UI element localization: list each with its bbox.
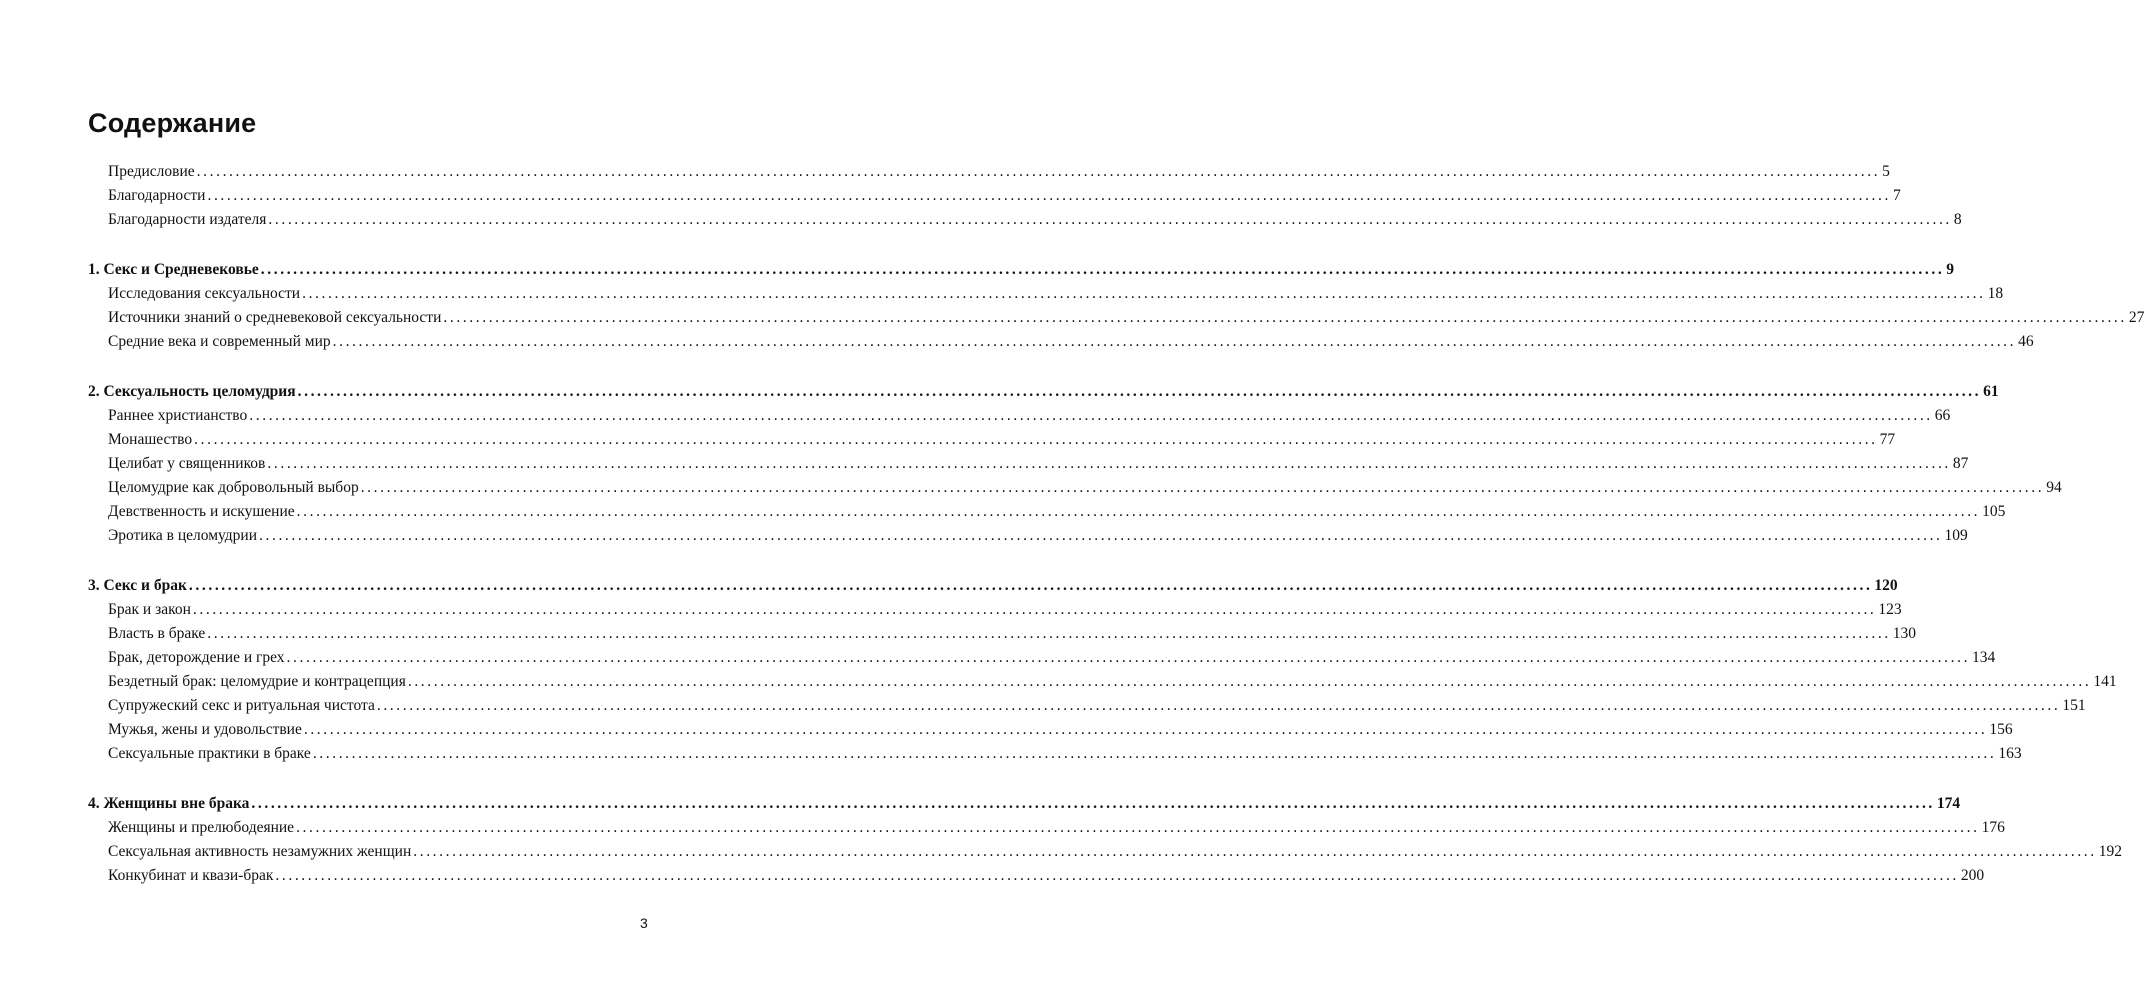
toc-entry-page: 18 — [1987, 285, 2004, 302]
toc-entry-page: 174 — [1936, 795, 1961, 812]
toc-entry-page: 46 — [2018, 333, 2034, 350]
toc-entry-label: Конкубинат и квази-брак — [108, 867, 274, 884]
toc-entry — [108, 624, 1917, 644]
toc-entry-label: Власть в браке — [108, 625, 206, 642]
dot-leader: .................................................................................................................................................................................................................................................................... — [413, 843, 2097, 860]
dot-leader: .................................................................................................................................................................................................................................................................... — [260, 261, 1945, 278]
dot-leader: .................................................................................................................................................................................................................................................................... — [296, 503, 1981, 520]
dot-leader: .................................................................................................................................................................................................................................................................... — [297, 383, 1982, 400]
toc-entry-page: 27 — [2128, 309, 2144, 326]
toc-entry-page: 105 — [1982, 503, 2006, 520]
toc-chapter-entry — [88, 260, 1955, 280]
toc-entry-page: 94 — [2046, 479, 2062, 496]
toc-entry — [108, 406, 1951, 426]
toc-entry-page: 7 — [1892, 187, 1901, 204]
toc-entry — [108, 332, 2034, 352]
dot-leader: .................................................................................................................................................................................................................................................................... — [286, 649, 1971, 666]
toc-entry-label: 2. Сексуальность целомудрия — [88, 383, 296, 400]
toc-entry-label: Девственность и искушение — [108, 503, 295, 520]
toc-entry — [108, 744, 2022, 764]
toc-entry — [108, 284, 2004, 304]
toc-entry — [108, 186, 1901, 206]
dot-leader: .................................................................................................................................................................................................................................................................... — [312, 745, 1997, 762]
toc-entry-label: Предисловие — [108, 163, 195, 180]
toc-entry-label: Монашество — [108, 431, 193, 448]
page-title: Содержание — [88, 108, 257, 138]
toc-entry-label: Бездетный брак: целомудрие и контрацепция — [108, 673, 406, 690]
toc-entry-page: 156 — [1989, 721, 2013, 738]
toc-entry-label: 1. Секс и Средневековье — [88, 261, 259, 278]
toc-entry — [108, 502, 2006, 522]
dot-leader: .................................................................................................................................................................................................................................................................... — [196, 163, 1881, 180]
toc-entry — [108, 162, 1890, 182]
dot-leader: .................................................................................................................................................................................................................................................................... — [407, 673, 2092, 690]
toc-entry-page: 192 — [2098, 843, 2122, 860]
toc-entry-page: 120 — [1874, 577, 1898, 594]
dot-leader: .................................................................................................................................................................................................................................................................... — [207, 187, 1891, 204]
toc-entry-page: 163 — [1998, 745, 2022, 762]
dot-leader: .................................................................................................................................................................................................................................................................... — [296, 819, 1980, 836]
toc-entry-page: 151 — [2062, 697, 2086, 714]
toc-entry — [108, 866, 1985, 886]
toc-chapter-entry — [88, 794, 1961, 814]
toc-entry — [108, 818, 2005, 838]
dot-leader: .................................................................................................................................................................................................................................................................... — [259, 527, 1943, 544]
toc-entry-page: 66 — [1934, 407, 1951, 424]
dot-leader: .................................................................................................................................................................................................................................................................... — [376, 697, 2061, 714]
toc-entry-label: Источники знаний о средневековой сексуальности — [108, 309, 442, 326]
toc-entry-page: 123 — [1878, 601, 1902, 618]
toc-entry-label: Благодарности — [108, 187, 206, 204]
toc-chapter-entry — [88, 576, 1898, 596]
dot-leader: .................................................................................................................................................................................................................................................................... — [443, 309, 2127, 326]
dot-leader: .................................................................................................................................................................................................................................................................... — [188, 577, 1873, 594]
dot-leader: .................................................................................................................................................................................................................................................................... — [249, 407, 1933, 424]
toc-entry — [108, 696, 2086, 716]
toc-entry — [108, 210, 1962, 230]
toc-entry-page: 134 — [1972, 649, 1996, 666]
dot-leader: .................................................................................................................................................................................................................................................................... — [207, 625, 1891, 642]
toc-entry-label: Эротика в целомудрии — [108, 527, 258, 544]
toc-entry — [108, 454, 1969, 474]
toc-entry — [108, 600, 1902, 620]
toc-entry-page: 61 — [1983, 383, 1999, 400]
toc-entry-page: 176 — [1981, 819, 2005, 836]
toc-entry — [108, 672, 2117, 692]
toc-entry-page: 5 — [1882, 163, 1890, 180]
toc-entry-label: Сексуальная активность незамужних женщин — [108, 843, 412, 860]
toc-entry-label: Женщины и прелюбодеяние — [108, 819, 295, 836]
toc-entry-label: 3. Секс и брак — [88, 577, 187, 594]
toc-entry-label: Мужья, жены и удовольствие — [108, 721, 302, 738]
toc-entry-label: Раннее христианство — [108, 407, 248, 424]
toc-entry-label: Целибат у священников — [108, 455, 266, 472]
dot-leader: .................................................................................................................................................................................................................................................................... — [360, 479, 2045, 496]
toc-entry-label: Супружеский секс и ритуальная чистота — [108, 697, 375, 714]
toc-entry-page: 200 — [1960, 867, 1985, 884]
dot-leader: .................................................................................................................................................................................................................................................................... — [267, 455, 1951, 472]
toc-entry-page: 109 — [1944, 527, 1968, 544]
dot-leader: .................................................................................................................................................................................................................................................................... — [268, 211, 1952, 228]
toc-entry-label: Исследования сексуальности — [108, 285, 301, 302]
dot-leader: .................................................................................................................................................................................................................................................................... — [192, 601, 1877, 618]
toc-entry — [108, 720, 2013, 740]
toc-entry-label: Брак и закон — [108, 601, 191, 618]
toc-entry-label: Целомудрие как добровольный выбор — [108, 479, 359, 496]
toc-entry-page: 77 — [1879, 431, 1896, 448]
dot-leader: .................................................................................................................................................................................................................................................................... — [303, 721, 1988, 738]
toc-entry-label: Средние века и современный мир — [108, 333, 331, 350]
toc-entry — [108, 648, 1996, 668]
dot-leader: .................................................................................................................................................................................................................................................................... — [302, 285, 1986, 302]
toc-entry-page: 130 — [1892, 625, 1917, 642]
toc-entry-label: Сексуальные практики в браке — [108, 745, 311, 762]
toc-entry — [108, 526, 1968, 546]
dot-leader: .................................................................................................................................................................................................................................................................... — [332, 333, 2017, 350]
toc-entry-page: 8 — [1953, 211, 1962, 228]
toc-entry — [108, 842, 2122, 862]
dot-leader: .................................................................................................................................................................................................................................................................... — [275, 867, 1959, 884]
toc-entry-page: 9 — [1946, 261, 1955, 278]
page-number: 3 — [640, 915, 648, 931]
toc-entry-page: 141 — [2093, 673, 2117, 690]
toc-entry-label: 4. Женщины вне брака — [88, 795, 250, 812]
toc-chapter-entry — [88, 382, 1999, 402]
dot-leader: .................................................................................................................................................................................................................................................................... — [194, 431, 1878, 448]
toc-entry-label: Благодарности издателя — [108, 211, 267, 228]
dot-leader: .................................................................................................................................................................................................................................................................... — [251, 795, 1935, 812]
toc-entry-label: Брак, деторождение и грех — [108, 649, 285, 666]
toc-entry — [108, 308, 2144, 328]
toc-entry-page: 87 — [1952, 455, 1969, 472]
toc-entry — [108, 478, 2062, 498]
toc-entry — [108, 430, 1896, 450]
